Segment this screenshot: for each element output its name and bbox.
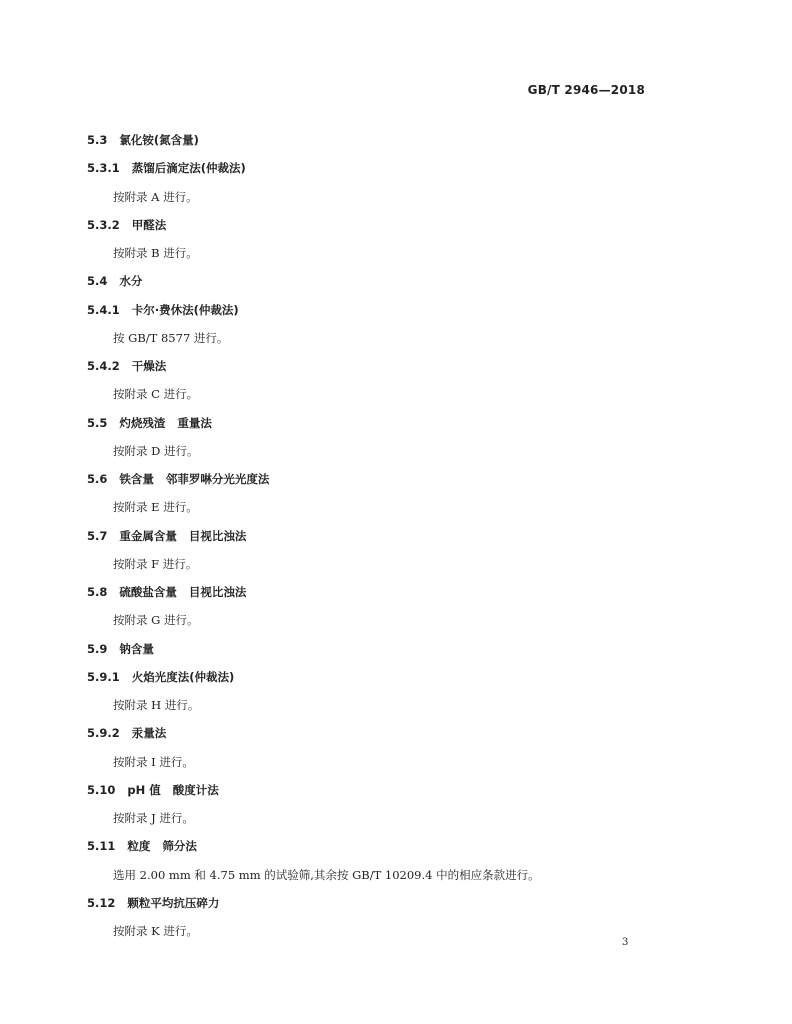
section-heading	[87, 296, 667, 324]
section-text: 按附录 H 进行。	[113, 698, 200, 713]
section-heading	[87, 719, 667, 747]
section-heading	[87, 267, 667, 295]
section-heading	[87, 832, 667, 860]
section-text: 按附录 D 进行。	[113, 443, 199, 458]
section-heading	[87, 211, 667, 239]
section-number: 5.4.1	[87, 302, 120, 317]
section-method: 重量法	[177, 415, 212, 430]
section-heading	[87, 635, 667, 663]
section-text: 按附录 A 进行。	[113, 189, 198, 204]
section-method: 目视比浊法	[188, 585, 247, 600]
section-title: 氯化铵(氮含量)	[119, 133, 199, 148]
section-number: 5.6	[87, 472, 108, 487]
section-number: 5.4	[87, 274, 108, 289]
section-text: 按附录 K 进行。	[113, 924, 198, 939]
section-number: 5.3.2	[87, 217, 120, 232]
section-title: 重金属含量	[119, 528, 177, 543]
section-number: 5.11	[87, 839, 116, 854]
section-text: 按附录 F 进行。	[113, 556, 198, 571]
section-heading	[87, 663, 667, 691]
section-number: 5.9.2	[87, 726, 120, 741]
section-title: 颗粒平均抗压碎力	[127, 895, 220, 910]
page-number: 3	[622, 937, 629, 948]
section-method: 目视比浊法	[188, 528, 247, 543]
section-title: 粒度	[127, 839, 151, 854]
section-method: 邻菲罗啉分光光度法	[165, 472, 270, 487]
section-number: 5.12	[87, 895, 116, 910]
document-body	[87, 126, 667, 945]
section-title: 干燥法	[131, 359, 167, 374]
section-number: 5.8	[87, 585, 108, 600]
section-heading	[87, 352, 667, 380]
section-text: 按附录 J 进行。	[113, 811, 194, 826]
section-heading	[87, 578, 667, 606]
section-method: 酸度计法	[172, 782, 219, 797]
section-heading	[87, 776, 667, 804]
section-text: 按 GB/T 8577 进行。	[113, 330, 229, 345]
section-text: 按附录 I 进行。	[113, 754, 194, 769]
section-title: 甲醛法	[131, 217, 167, 232]
section-heading	[87, 409, 667, 437]
section-title: 火焰光度法(仲裁法)	[131, 669, 235, 684]
section-title: 灼烧残渣	[119, 415, 166, 430]
section-text: 按附录 C 进行。	[113, 387, 199, 402]
section-number: 5.5	[87, 415, 108, 430]
section-title: 硫酸盐含量	[119, 585, 177, 600]
section-title: 水分	[119, 274, 143, 289]
section-title: 钠含量	[119, 641, 154, 656]
section-title: pH 值	[127, 782, 161, 797]
section-number: 5.3	[87, 133, 108, 148]
section-heading	[87, 522, 667, 550]
section-title: 铁含量	[119, 472, 154, 487]
section-heading	[87, 465, 667, 493]
section-number: 5.10	[87, 782, 116, 797]
section-title: 汞量法	[131, 726, 167, 741]
section-number: 5.4.2	[87, 359, 120, 374]
section-heading	[87, 889, 667, 917]
standard-number: GB/T 2946—2018	[527, 83, 645, 97]
section-number: 5.9.1	[87, 669, 120, 684]
section-number: 5.7	[87, 528, 108, 543]
section-text: 按附录 G 进行。	[113, 613, 199, 628]
section-heading	[87, 154, 667, 182]
section-number: 5.3.1	[87, 161, 120, 176]
section-heading	[87, 126, 667, 154]
section-text: 按附录 E 进行。	[113, 500, 198, 515]
section-title: 卡尔·费休法(仲裁法)	[131, 302, 239, 317]
section-title: 蒸馏后滴定法(仲裁法)	[131, 161, 246, 176]
section-text: 选用 2.00 mm 和 4.75 mm 的试验筛,其余按 GB/T 10209.4 中的相应条款进行。	[113, 867, 540, 882]
section-method: 筛分法	[162, 839, 197, 854]
section-number: 5.9	[87, 641, 108, 656]
section-text: 按附录 B 进行。	[113, 246, 198, 261]
